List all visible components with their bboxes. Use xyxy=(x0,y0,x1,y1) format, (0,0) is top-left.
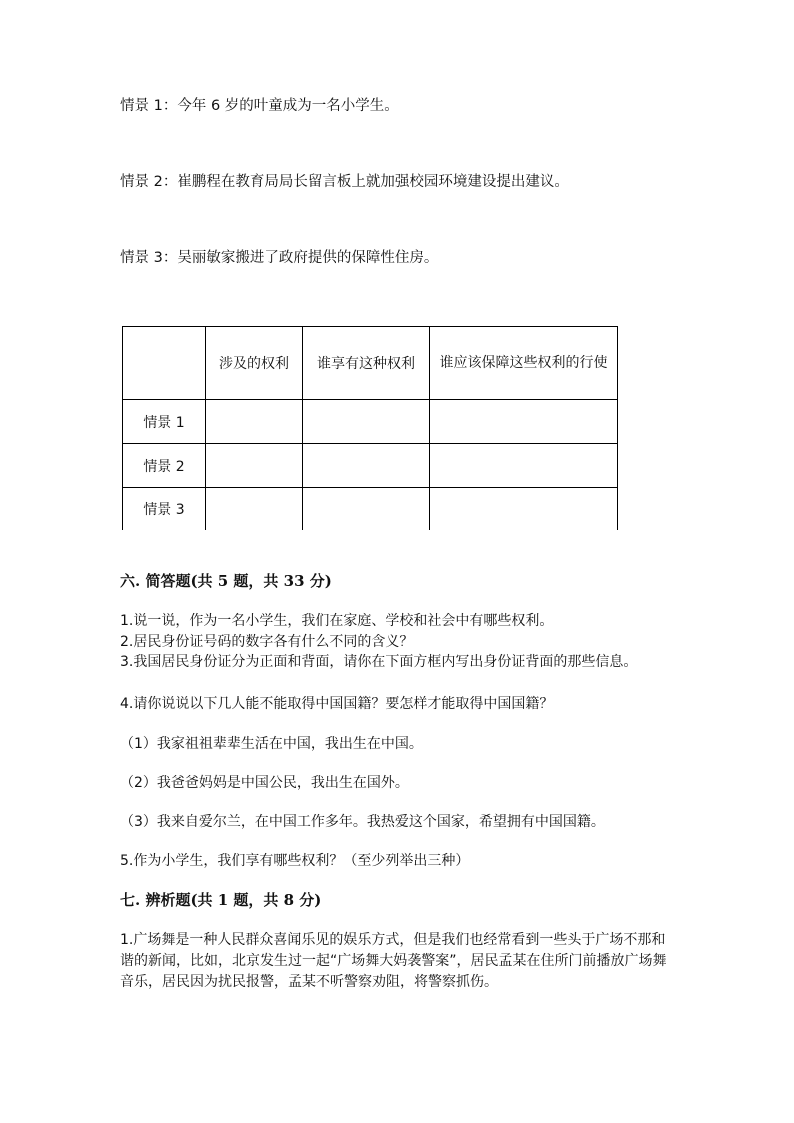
table-row xyxy=(123,400,618,444)
question-6-4-sub-3: （3）我来自爱尔兰，在中国工作多年。我热爱这个国家，希望拥有中国国籍。 xyxy=(120,814,605,830)
table-cell xyxy=(430,444,618,488)
table-cell xyxy=(206,488,303,530)
table-row-label: 情景 2 xyxy=(123,444,206,488)
table-cell xyxy=(303,444,430,488)
question-6-5: 5.作为小学生，我们享有哪些权利？（至少列举出三种） xyxy=(120,853,470,869)
table-cell xyxy=(206,400,303,444)
section-6-heading: 六. 简答题(共 5 题，共 33 分) xyxy=(120,572,332,590)
section-7-heading: 七. 辨析题(共 1 题，共 8 分) xyxy=(120,891,322,909)
table-header-cell: 谁享有这种权利 xyxy=(303,327,430,400)
scenario-3: 情景 3：吴丽敏家搬进了政府提供的保障性住房。 xyxy=(120,250,439,266)
question-6-4: 4.请你说说以下几人能不能取得中国国籍？要怎样才能取得中国国籍？ xyxy=(120,696,554,712)
table-cell xyxy=(206,444,303,488)
table-row xyxy=(123,444,618,488)
question-6-4-sub-1: （1）我家祖祖辈辈生活在中国，我出生在中国。 xyxy=(120,736,423,752)
scenario-1: 情景 1：今年 6 岁的叶童成为一名小学生。 xyxy=(120,98,399,114)
table-header-text: 谁应该保障这些权利的行使 xyxy=(439,355,608,371)
question-6-3: 3.我国居民身份证分为正面和背面，请你在下面方框内写出身份证背面的那些信息。 xyxy=(120,654,638,670)
rights-table xyxy=(122,326,618,530)
table-cell xyxy=(303,488,430,530)
table-header-cell: 涉及的权利 xyxy=(206,327,303,400)
table-header-row xyxy=(123,327,618,400)
question-6-1: 1.说一说，作为一名小学生，我们在家庭、学校和社会中有哪些权利。 xyxy=(120,613,554,629)
scenario-2: 情景 2：崔鹏程在教育局局长留言板上就加强校园环境建设提出建议。 xyxy=(120,174,569,190)
table-cell xyxy=(303,400,430,444)
table-row xyxy=(123,488,618,530)
table-cell xyxy=(430,488,618,530)
table-header-cell xyxy=(430,327,618,400)
table-row-label: 情景 3 xyxy=(123,488,206,530)
question-6-2: 2.居民身份证号码的数字各有什么不同的含义？ xyxy=(120,634,414,650)
table-cell xyxy=(430,400,618,444)
question-6-4-sub-2: （2）我爸爸妈妈是中国公民，我出生在国外。 xyxy=(120,775,409,791)
table-header-cell xyxy=(123,327,206,400)
question-7-1: 1.广场舞是一种人民群众喜闻乐见的娱乐方式，但是我们也经常看到一些头于广场不那和谐的新闻，比如，北京发生过一起“广场舞大妈袭警案”，居民孟某在住所门前播放广场舞音乐，居民因为扰民报警，孟某不听警察劝阻，将警察抓伤。 xyxy=(120,932,667,990)
table-row-label: 情景 1 xyxy=(123,400,206,444)
